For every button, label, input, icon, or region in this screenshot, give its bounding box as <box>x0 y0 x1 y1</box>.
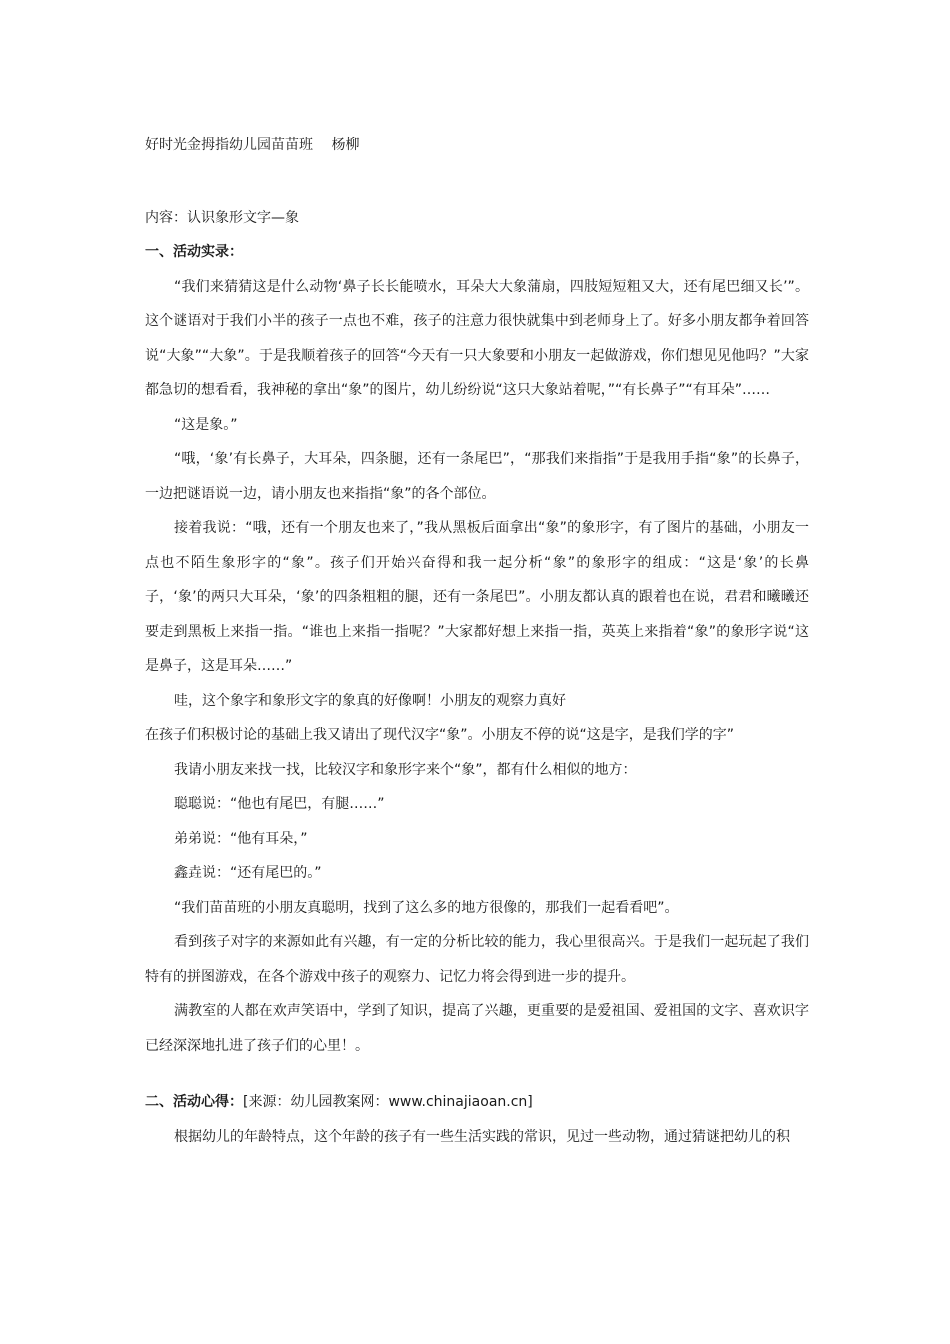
spacer <box>145 163 809 201</box>
paragraph-riddle: “我们来猜猜这是什么动物‘鼻子长长能喷水，耳朵大大象蒲扇，四肢短短粗又大，还有尾巴细又长’”。这个谜语对于我们小半的孩子一点也不难，孩子的注意力很快就集中到老师身上了。好多小朋友都争着回答说“大象”“大象”。于是我顺着孩子的回答“今天有一只大象要和小朋友一起做游戏，你们想见见他吗？”大家都急切的想看看，我神秘的拿出“象”的图片，幼儿纷纷说“这只大象站着呢，”“有长鼻子”“有耳朵”…… <box>145 278 809 398</box>
paragraph-pictograph: 接着我说：“哦，还有一个朋友也来了，”我从黑板后面拿出“象”的象形字，有了图片的基础，小朋友一点也不陌生象形字的“象”。孩子们开始兴奋得和我一起分析“象”的象形字的组成：“这是‘象’的长鼻子，‘象’的两只大耳朵，‘象’的四条粗粗的腿，还有一条尾巴”。小朋友都认真的跟着也在说，君君和曦曦还要走到黑板上来指一指。“谁也上来指一指呢？”大家都好想上来指一指，英英上来指着“象”的象形字说“这是鼻子，这是耳朵……” <box>145 520 809 674</box>
paragraph-observation: 哇，这个象字和象形文字的象真的好像啊！小朋友的观察力真好 <box>174 692 566 709</box>
paragraph-point-parts: “哦，‘象’有长鼻子，大耳朵，四条腿，还有一条尾巴”，“那我们来指指”于是我用手指“象”的长鼻子，一边把谜语说一边，请小朋友也来指指“象”的各个部位。 <box>145 451 809 502</box>
source-note: [来源：幼儿园教案网：www.chinajiaoan.cn] <box>243 1094 533 1110</box>
paragraph-classroom: 满教室的人都在欢声笑语中，学到了知识，提高了兴趣，更重要的是爱祖国、爱祖国的文字、喜欢识字已经深深地扎进了孩子们的心里！。 <box>145 1003 809 1054</box>
document-page <box>145 128 809 1154</box>
paragraph-modern-character: 在孩子们积极讨论的基础上我又请出了现代汉字“象”。小朋友不停的说“这是字，是我们学的字” <box>145 727 735 743</box>
paragraph-congcong: 聪聪说：“他也有尾巴，有腿……” <box>174 796 385 812</box>
paragraph-didi: 弟弟说：“他有耳朵，” <box>174 830 308 847</box>
paragraph-reflection: 根据幼儿的年龄特点，这个年龄的孩子有一些生活实践的常识，见过一些动物，通过猜谜把幼儿的积 <box>174 1128 790 1145</box>
content-line: 内容：认识象形文字—象 <box>145 209 299 226</box>
paragraph-xinyao: 鑫垚说：“还有尾巴的。” <box>174 865 322 881</box>
section-heading-record: 一、活动实录： <box>145 244 243 260</box>
paragraph-puzzle-game: 看到孩子对字的来源如此有兴趣，有一定的分析比较的能力，我心里很高兴。于是我们一起玩起了我们特有的拼图游戏，在各个游戏中孩子的观察力、记忆力将会得到进一步的提升。 <box>145 934 809 985</box>
paragraph-this-is-elephant: “这是象。” <box>174 416 238 433</box>
section-heading-reflection: 二、活动心得： <box>145 1094 243 1110</box>
author-line: 好时光金拇指幼儿园苗苗班 杨柳 <box>145 137 360 153</box>
paragraph-compare: 我请小朋友来找一找，比较汉字和象形字来个“象”，都有什么相似的地方： <box>174 761 637 778</box>
section-heading-reflection-line <box>145 1085 809 1120</box>
spacer <box>145 1063 809 1085</box>
paragraph-praise: “我们苗苗班的小朋友真聪明，找到了这么多的地方很像的，那我们一起看看吧”。 <box>174 899 679 916</box>
